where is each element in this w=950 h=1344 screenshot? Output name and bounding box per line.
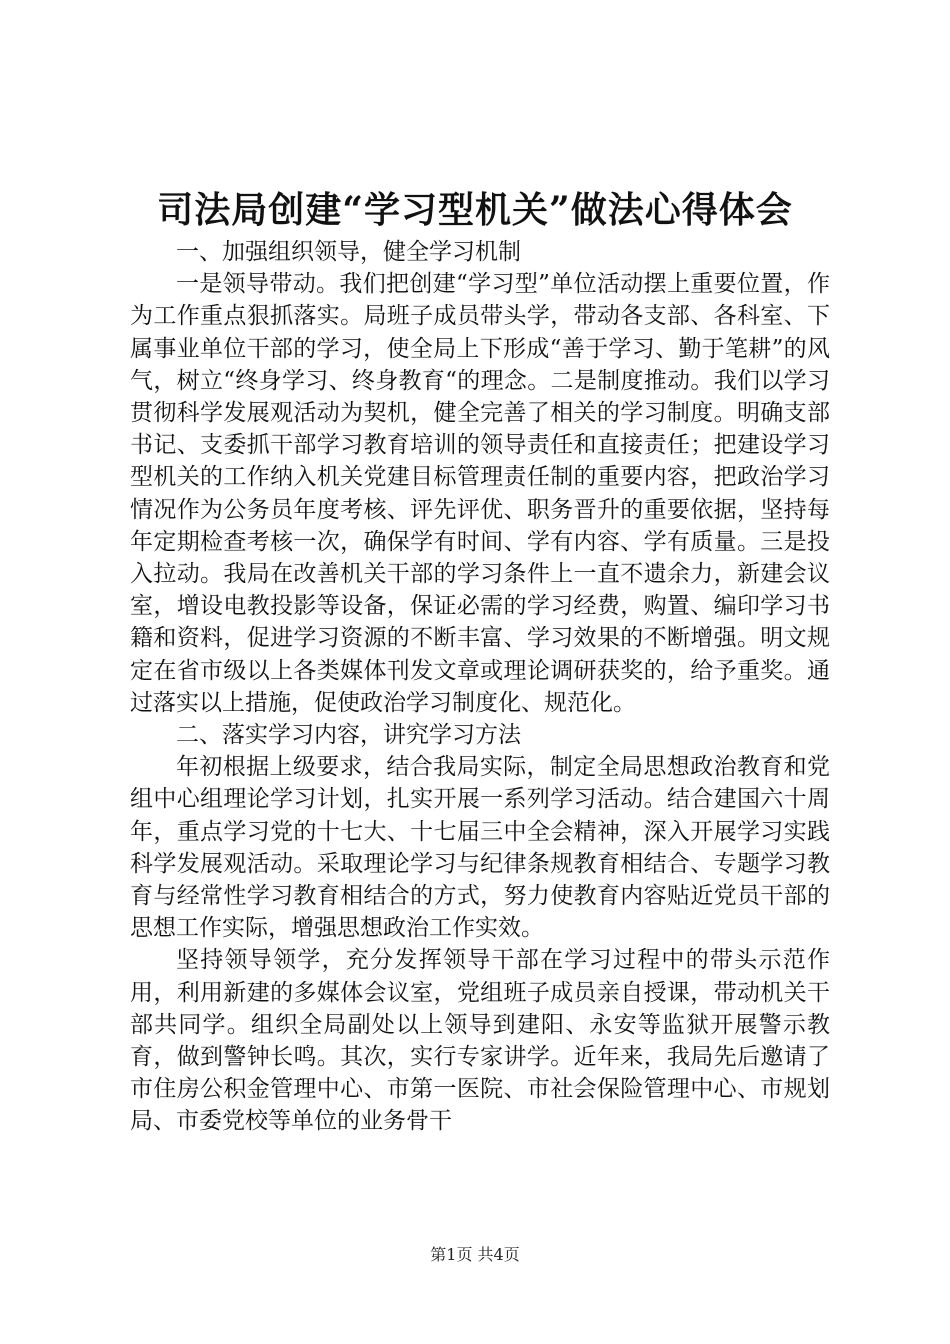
section-heading-1: 一、加强组织领导，健全学习机制 — [176, 239, 521, 265]
body-paragraph: 坚持领导领学，充分发挥领导干部在学习过程中的带头示范作用，利用新建的多媒体会议室，党组班子成员亲自授课，带动机关干部共同学。组织全局副处以上领导到建阳、永安等监狱开展警示教育，做到警钟长鸣。其次，实行专家讲学。近年来，我局先后邀请了市住房公积金管理中心、市第一医院、市社会保险管理中心、市规划局、市委党校等单位的业务骨干 — [130, 947, 830, 1135]
document-body — [130, 236, 830, 1138]
section-heading-2: 二、落实学习内容，讲究学习方法 — [176, 722, 521, 749]
body-paragraph: 一是领导带动。我们把创建“学习型”单位活动摆上重要位置，作为工作重点狠抓落实。局班子成员带头学，带动各支部、各科室、下属事业单位干部的学习，使全局上下形成“善于学习、勤于笔耕”的风气，树立“终身学习、终身教育“的理念。二是制度推动。我们以学习贯彻科学发展观活动为契机，健全完善了相关的学习制度。明确支部书记、支委抓干部学习教育培训的领导责任和直接责任；把建设学习型机关的工作纳入机关党建目标管理责任制的重要内容，把政治学习情况作为公务员年度考核、评先评优、职务晋升的重要依据，坚持每年定期检查考核一次，确保学有时间、学有内容、学有质量。三是投入拉动。我局在改善机关干部的学习条件上一直不遗余力，新建会议室，增设电教投影等设备，保证必需的学习经费，购置、编印学习书籍和资料，促进学习资源的不断丰富、学习效果的不断增强。明文规定在省市级以上各类媒体刊发文章或理论调研获奖的，给予重奖。通过落实以上措施，促使政治学习制度化、规范化。 — [130, 271, 830, 716]
document-title: 司法局创建“学习型机关”做法心得体会 — [157, 189, 793, 231]
body-paragraph: 年初根据上级要求，结合我局实际，制定全局思想政治教育和党组中心组理论学习计划，扎实开展一系列学习活动。结合建国六十周年，重点学习党的十七大、十七届三中全会精神，深入开展学习实践科学发展观活动。采取理论学习与纪律条规教育相结合、专题学习教育与经常性学习教育相结合的方式，努力使教育内容贴近党员干部的思想工作实际，增强思想政治工作实效。 — [130, 754, 830, 942]
page-number-footer: 第1页 共4页 — [430, 1245, 520, 1264]
